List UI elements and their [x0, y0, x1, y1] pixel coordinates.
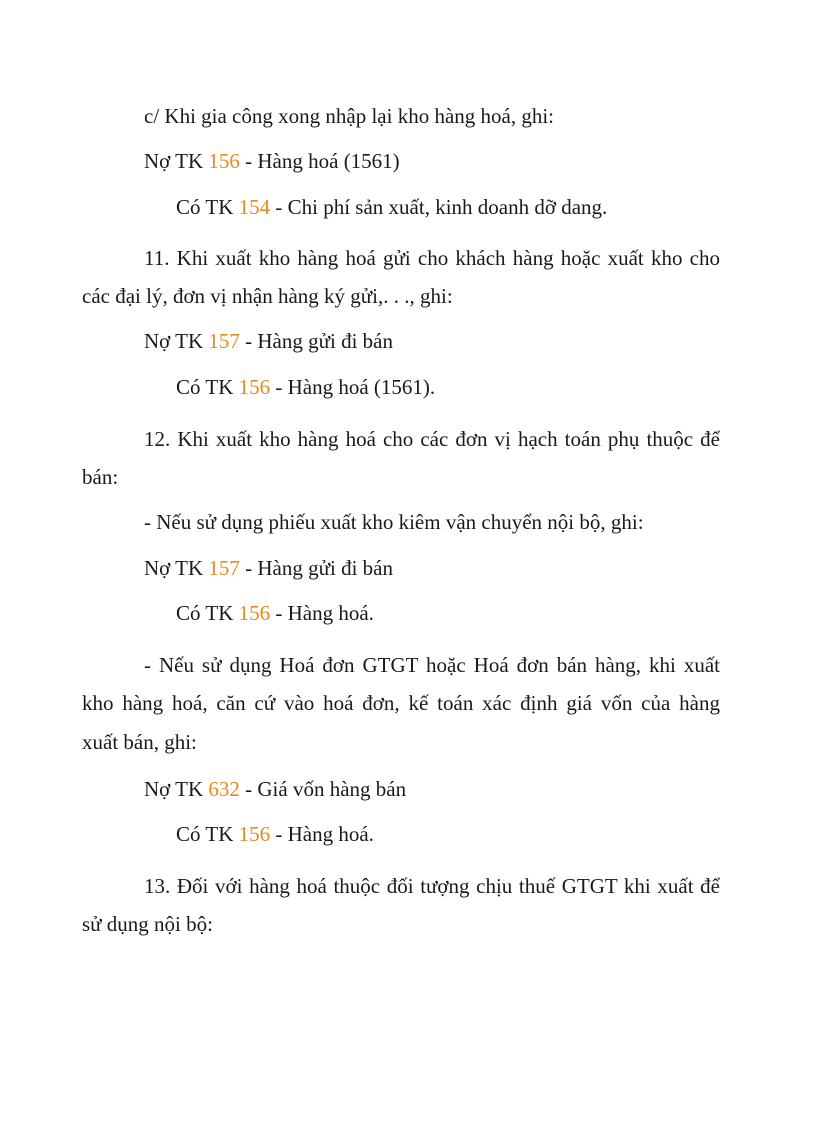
paragraph-line: xuất bán, ghi: [82, 730, 197, 754]
account-number: 157 [208, 329, 240, 353]
account-number: 156 [208, 149, 240, 173]
account-number: 156 [238, 601, 271, 625]
paragraph-line: - Nếu sử dụng phiếu xuất kho kiêm vận chuyển nội bộ, ghi: [144, 510, 644, 534]
account-number: 154 [238, 195, 271, 219]
credit-entry: Có TK 156 - Hàng hoá. [176, 822, 374, 846]
debit-entry: Nợ TK 632 - Giá vốn hàng bán [144, 777, 407, 801]
paragraph-line: bán: [82, 465, 119, 489]
account-number: 632 [208, 777, 240, 801]
account-number: 156 [238, 375, 271, 399]
paragraph-line: c/ Khi gia công xong nhập lại kho hàng hoá, ghi: [144, 104, 555, 128]
paragraph-line: 11. Khi xuất kho hàng hoá gửi cho khách hàng hoặc xuất kho cho [144, 246, 720, 270]
paragraph-line: sử dụng nội bộ: [82, 912, 213, 936]
paragraph-line: 12. Khi xuất kho hàng hoá cho các đơn vị hạch toán phụ thuộc để [144, 427, 720, 451]
credit-entry: Có TK 156 - Hàng hoá (1561). [176, 375, 436, 399]
paragraph-line: 13. Đối với hàng hoá thuộc đối tượng chịu thuế GTGT khi xuất để [144, 874, 720, 898]
debit-entry: Nợ TK 156 - Hàng hoá (1561) [144, 149, 400, 173]
paragraph-line: các đại lý, đơn vị nhận hàng ký gửi,. . ., ghi: [82, 284, 453, 308]
credit-entry: Có TK 154 - Chi phí sản xuất, kinh doanh dỡ dang. [176, 195, 608, 219]
account-number: 157 [208, 556, 240, 580]
debit-entry: Nợ TK 157 - Hàng gửi đi bán [144, 329, 393, 353]
paragraph-line: kho hàng hoá, căn cứ vào hoá đơn, kế toán xác định giá vốn của hàng [82, 691, 720, 715]
credit-entry: Có TK 156 - Hàng hoá. [176, 601, 374, 625]
paragraph-line: - Nếu sử dụng Hoá đơn GTGT hoặc Hoá đơn bán hàng, khi xuất [144, 653, 720, 677]
account-number: 156 [238, 822, 271, 846]
debit-entry: Nợ TK 157 - Hàng gửi đi bán [144, 556, 393, 580]
